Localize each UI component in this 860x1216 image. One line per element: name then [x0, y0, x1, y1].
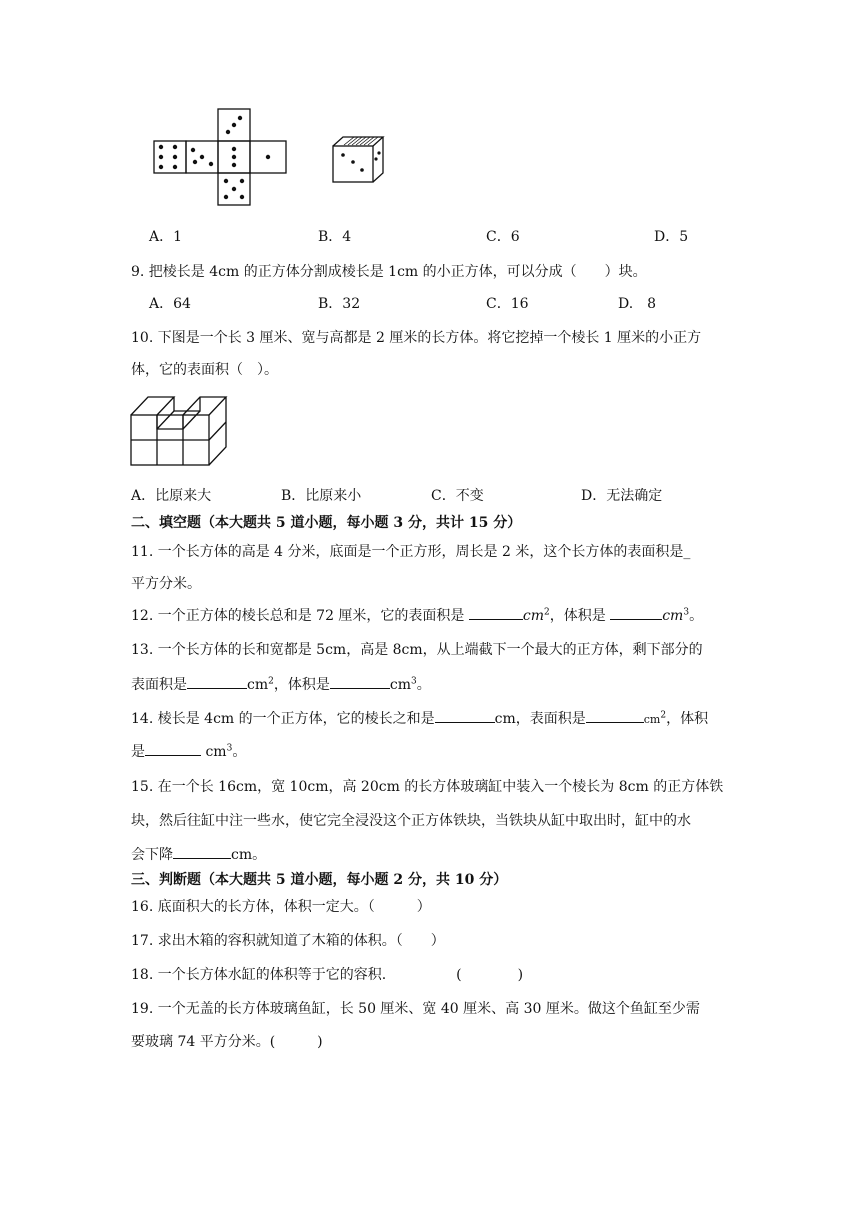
- q12-unit-area: cm: [522, 608, 545, 624]
- q9-option-c[interactable]: C．16: [486, 296, 529, 312]
- q12-unit-volume: cm: [662, 608, 684, 624]
- section2-heading: 二、填空题（本大题共 5 道小题，每小题 3 分，共计 15 分）: [131, 515, 522, 531]
- dice-net-figure: [150, 105, 295, 210]
- q14-blank-area[interactable]: [586, 710, 644, 723]
- q17-text: 17. 求出木箱的容积就知道了木箱的体积。（ ）: [131, 933, 445, 949]
- q14-blank-edges[interactable]: [435, 710, 495, 723]
- q19-text-line2: 要玻璃 74 平方分米。( ): [131, 1034, 323, 1050]
- q13-part-b: ，体积是: [273, 677, 330, 693]
- q14-unit-area: cm: [643, 713, 661, 726]
- q9-option-a[interactable]: A．64: [149, 296, 191, 312]
- cuboid-notch-figure: [128, 392, 232, 470]
- q10-option-a[interactable]: A．比原来大: [131, 488, 212, 504]
- q10-option-b[interactable]: B．比原来小: [281, 488, 362, 504]
- q12-part-c: 。: [689, 608, 704, 624]
- q15-line3a: 会下降: [131, 847, 173, 863]
- q9-option-d[interactable]: D. 8: [618, 296, 657, 312]
- q16-text: 16. 底面积大的长方体，体积一定大。（ ）: [131, 899, 431, 915]
- q12-sup-2: 2: [544, 607, 550, 618]
- q13-sup-3: 3: [410, 676, 417, 687]
- q13-part-c: 。: [416, 677, 431, 693]
- q13-part-a: 表面积是: [131, 677, 187, 693]
- q8-option-d[interactable]: D．5: [654, 229, 689, 245]
- q14-text-line1: [131, 708, 708, 728]
- q14-line2a: 是: [131, 744, 145, 760]
- q14-unit-volume: cm: [205, 744, 227, 760]
- q8-option-a[interactable]: A．1: [149, 229, 183, 245]
- q12-blank-volume[interactable]: [610, 607, 662, 620]
- q12-sup-3: 3: [683, 607, 690, 618]
- q12-part-a: 12. 一个正方体的棱长总和是 72 厘米，它的表面积是: [131, 608, 465, 624]
- q14-text-line2: [131, 741, 246, 761]
- q15-blank-drop[interactable]: [173, 846, 231, 859]
- q14-sup-2: 2: [660, 710, 667, 721]
- q13-blank-area[interactable]: [187, 676, 247, 689]
- q18-text: 18. 一个长方体水缸的体积等于它的容积. ( ): [131, 967, 524, 983]
- q9-option-b[interactable]: B．32: [318, 296, 361, 312]
- q14-sup-3: 3: [226, 743, 233, 754]
- q10-text-line2: 体，它的表面积（ ）。: [131, 362, 278, 378]
- q13-sup-2: 2: [268, 676, 274, 687]
- section3-heading: 三、判断题（本大题共 5 道小题，每小题 2 分，共 10 分）: [131, 872, 508, 888]
- q11-text-line1: 11. 一个长方体的高是 4 分米，底面是一个正方形，周长是 2 米，这个长方体的表面积是_: [131, 544, 691, 560]
- q13-unit-area: cm: [247, 677, 269, 693]
- q14-blank-volume[interactable]: [145, 743, 201, 756]
- q10-text-line1: 10. 下图是一个长 3 厘米、宽与高都是 2 厘米的长方体。将它挖掉一个棱长 1 厘米的小正方: [131, 330, 702, 346]
- q8-option-c[interactable]: C．6: [486, 229, 520, 245]
- q12-part-b: ，体积是: [549, 608, 606, 624]
- q14-part-b: ，体积: [666, 711, 709, 727]
- q15-text-line1: 15. 在一个长 16cm，宽 10cm，高 20cm 的长方体玻璃缸中装入一个棱长为 8cm 的正方体铁: [131, 779, 724, 795]
- q19-text-line1: 19. 一个无盖的长方体玻璃鱼缸，长 50 厘米、宽 40 厘米、高 30 厘米。做这个鱼缸至少需: [131, 1001, 700, 1017]
- q12-text: [131, 605, 703, 625]
- dice-cube-figure: [330, 133, 390, 185]
- q15-line3b: cm。: [231, 847, 267, 863]
- q11-text-line2: 平方分米。: [131, 576, 201, 592]
- q13-text-line2: [131, 674, 431, 694]
- q12-blank-area[interactable]: [469, 607, 523, 620]
- q14-line2b: 。: [232, 744, 247, 760]
- q15-text-line2: 块，然后往缸中注一些水，使它完全浸没这个正方体铁块，当铁块从缸中取出时，缸中的水: [131, 813, 691, 829]
- q14-part-a: 14. 棱长是 4cm 的一个正方体，它的棱长之和是: [131, 711, 435, 727]
- q15-text-line3: [131, 844, 266, 864]
- q13-text-line1: 13. 一个长方体的长和宽都是 5cm，高是 8cm，从上端截下一个最大的正方体，剩下部分的: [131, 642, 703, 658]
- q10-option-c[interactable]: C．不变: [431, 488, 484, 504]
- q10-option-d[interactable]: D．无法确定: [581, 488, 663, 504]
- q13-unit-volume: cm: [389, 677, 411, 693]
- q8-option-b[interactable]: B．4: [318, 229, 352, 245]
- q13-blank-volume[interactable]: [330, 676, 390, 689]
- q14-unit-edges: cm，表面积是: [494, 711, 586, 727]
- q9-text: 9. 把棱长是 4cm 的正方体分割成棱长是 1cm 的小正方体，可以分成（ ）块。: [131, 264, 647, 280]
